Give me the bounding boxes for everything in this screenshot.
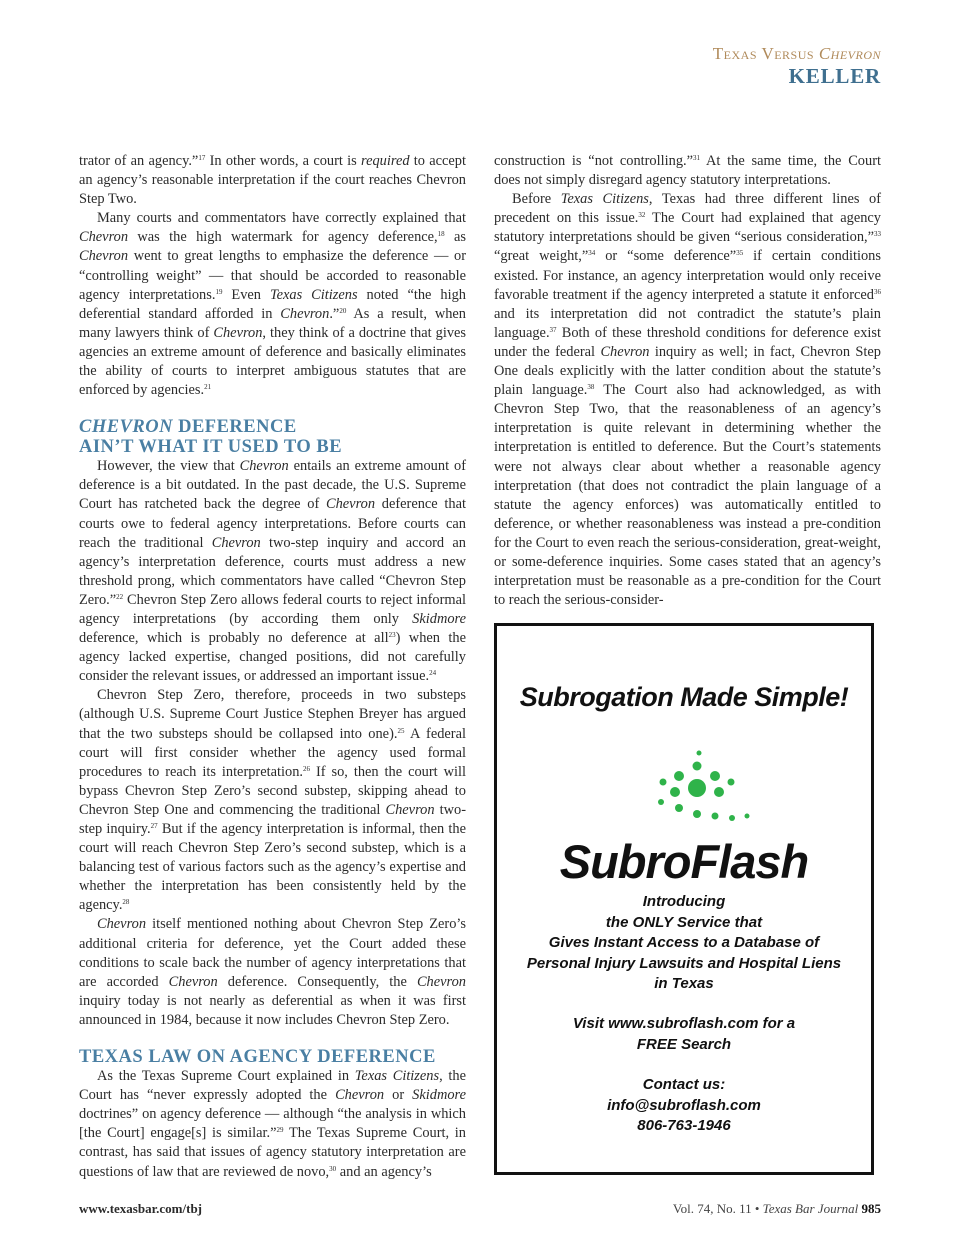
- case-name: Skidmore: [412, 610, 466, 627]
- text-run: or: [384, 1087, 413, 1104]
- header-title-part2: Chevron: [818, 44, 881, 63]
- footnote-ref: 38: [587, 383, 595, 392]
- right-paragraph-2: [494, 190, 881, 610]
- logo-dot: [675, 804, 683, 812]
- footer-url[interactable]: www.texasbar.com/tbj: [79, 1201, 203, 1216]
- text-run: Both of these threshold conditions for deference exist under the federal: [494, 324, 881, 360]
- case-name: Chevron: [79, 248, 129, 265]
- section-heading-chevron-deference: [79, 417, 466, 457]
- footnote-ref: 26: [303, 764, 310, 773]
- text-run: entails an extreme amount of deference is a bit outdated. In the past decade, the U.S. Supreme Court has ratcheted back the degree of: [79, 458, 466, 513]
- case-name: Texas Citizens: [269, 286, 358, 303]
- text-run: two-step inquiry.: [79, 801, 466, 837]
- footnote-ref: 28: [122, 898, 130, 907]
- text-run: However, the view that: [97, 458, 240, 475]
- ad-visit-line: FREE Search: [636, 1035, 732, 1053]
- left-paragraph-2: [79, 209, 466, 400]
- case-name: Chevron: [211, 534, 261, 551]
- ad-line: the ONLY Service that: [605, 913, 763, 931]
- case-name: Chevron: [79, 229, 129, 246]
- text-run: .”: [329, 305, 340, 322]
- running-header-title: [713, 44, 881, 64]
- text-run: deference, which is probably no deference at all: [79, 630, 389, 647]
- text-run: ) when the agency lacked expertise, changed positions, did not carefully consider the relevant issues, or addressed an important issue.: [79, 630, 466, 685]
- text-run: trator of an agency.”: [79, 153, 199, 169]
- ad-description: [497, 892, 871, 995]
- case-name: Texas Citizens: [560, 191, 649, 208]
- text-run: inquiry today is not nearly as deferential as when it was first announced in 1984, because it now includes Chevron Step Zero.: [79, 992, 466, 1028]
- logo-dot: [714, 787, 724, 797]
- logo-dot: [688, 779, 706, 797]
- left-paragraph-5: [79, 915, 466, 1030]
- emphasis: required: [361, 153, 410, 169]
- ad-headline: Subrogation Made Simple!: [519, 682, 849, 712]
- text-run: deference that courts owe to federal agency interpretations. Before courts can reach the traditional: [79, 496, 467, 551]
- footnote-ref: 17: [198, 154, 206, 162]
- logo-dot: [728, 779, 735, 786]
- ad-visit-link[interactable]: Visit www.subroflash.com for a: [572, 1015, 796, 1032]
- footnote-ref: 23: [388, 631, 396, 640]
- logo-dot: [729, 815, 735, 821]
- page-number: 985: [861, 1201, 881, 1216]
- text-run: went to great lengths to emphasize the deference — or “controlling weight” — that should be accorded to reasonable agency interpretations.: [79, 248, 466, 303]
- text-run: Many courts and commentators have correctly explained that: [97, 210, 466, 227]
- ad-visit[interactable]: [497, 1014, 871, 1055]
- left-paragraph-4: [79, 686, 466, 915]
- footer-issue-info: [673, 1201, 881, 1217]
- text-run: doctrines” on agency deference — although “the analysis in which [the Court] engage[s] is similar.”: [79, 1106, 466, 1142]
- case-name: Chevron: [335, 1087, 385, 1104]
- text-run: As a result, when many lawyers think of: [79, 305, 466, 341]
- footnote-ref: 25: [397, 726, 405, 735]
- text-run: itself mentioned nothing about Chevron Step Zero’s additional criteria for deference, yet the Court added these conditions to scale back the number of agency interpretations that are accorded: [79, 916, 466, 990]
- text-run: , Texas had three different lines of precedent on this issue.: [494, 191, 881, 227]
- logo-dot: [710, 771, 720, 781]
- left-paragraph-6: [79, 1067, 466, 1182]
- footnote-ref: 36: [874, 287, 881, 296]
- left-paragraph-1: [79, 152, 466, 209]
- footnote-ref: 33: [874, 230, 881, 239]
- text-run: If so, then the court will bypass Chevron Step Zero’s second substep, skipping ahead to Chevron Step One and commencing the traditional: [79, 763, 466, 818]
- footnote-ref: 24: [429, 669, 437, 678]
- ad-line: Introducing: [642, 893, 726, 910]
- heading-part: AIN’T WHAT IT USED TO BE: [79, 437, 343, 458]
- section-heading-texas-law: TEXAS LAW ON AGENCY DEFERENCE: [79, 1047, 436, 1068]
- ad-contact-label: Contact us:: [642, 1076, 726, 1093]
- ad-brand-name: SubroFlash: [559, 835, 809, 888]
- logo-dot: [658, 799, 664, 805]
- footer-bullet: •: [754, 1201, 760, 1216]
- text-run: and its interpretation did not contradict the statute’s plain language.: [494, 305, 881, 341]
- text-run: two-step inquiry and accord an agency’s interpretation deference, courts must address a new threshold prong, which commentators have called “Chevron Step Zero.”: [79, 534, 466, 608]
- text-run: , the Court has “never expressly adopted the: [79, 1068, 466, 1104]
- footnote-ref: 30: [329, 1164, 337, 1173]
- ad-line: in Texas: [654, 975, 714, 992]
- text-run: deference. Consequently, the: [217, 973, 417, 990]
- footnote-ref: 18: [437, 230, 445, 239]
- text-run: As the Texas Supreme Court explained in: [97, 1068, 355, 1085]
- text-run: as: [444, 229, 466, 246]
- text-run: and an agency’s: [336, 1163, 432, 1180]
- logo-dot: [674, 771, 684, 781]
- footnote-ref: 29: [276, 1126, 284, 1135]
- right-column: [494, 152, 881, 610]
- footnote-ref: 20: [339, 306, 347, 315]
- text-run: The Court also had acknowledged, as with Chevron Step Two, that the reasonableness of an agency’s interpretation is quite relevant in determining whether the interpretation is entitled to deference. But the Court’s statements were not always clear about whether a reasonable agency interpretation (that does not contradict the plain language of a statute the agency enforces) was automatically entitled to deference, or whether reasonableness was instead a pre-condition for the Court to even reach the serious-consideration, great-weight, or some-deference inquiries. Some cases stated that an agency’s interpretation must be reasonable as a pre-condition for the Court to reach the serious-consider-: [494, 382, 881, 609]
- ad-line: Gives Instant Access to a Database of: [548, 934, 820, 951]
- text-run: Chevron Step Zero, therefore, proceeds in two substeps (although U.S. Supreme Court Justice Stephen Breyer has argued that the two substeps should be collapsed into one).: [79, 687, 466, 742]
- ad-contact: [497, 1075, 871, 1137]
- text-run: The Texas Supreme Court, in contrast, has said that issues of agency statutory interpretation are questions of law that are reviewed de novo,: [79, 1125, 467, 1180]
- text-run: “great weight,”: [494, 248, 589, 265]
- case-name: Chevron: [213, 324, 263, 341]
- text-run: inquiry as well; in fact, Chevron Step One deals explicitly with the latter condition about the statute’s plain language.: [494, 343, 881, 399]
- ad-line: Personal Injury Lawsuits and Hospital Liens: [526, 954, 842, 972]
- footnote-ref: 32: [638, 211, 646, 220]
- text-run: if certain conditions existed. For instance, an agency interpretation would only receive favorable treatment if the agency interpreted a statute it enforced: [494, 248, 881, 303]
- text-run: Chevron Step Zero allows federal courts to reject informal agency interpretations (by according them only: [79, 591, 466, 627]
- footer-volume: Vol. 74, No. 11: [672, 1201, 752, 1216]
- case-name: Chevron: [385, 801, 435, 818]
- case-name: Chevron: [600, 343, 650, 360]
- footnote-ref: 27: [150, 822, 158, 830]
- logo-dot: [712, 813, 719, 820]
- footnote-ref: 31: [693, 154, 700, 162]
- logo-dot: [670, 787, 680, 797]
- left-column: [79, 152, 466, 1182]
- text-run: noted “the high deferential standard afforded in: [79, 286, 466, 322]
- text-run: to accept an agency’s reasonable interpretation if the court reaches Chevron Step Two.: [79, 153, 466, 208]
- ad-phone[interactable]: 806-763-1946: [637, 1117, 731, 1134]
- footnote-ref: 22: [116, 592, 124, 601]
- footer-journal: Texas Bar Journal: [762, 1201, 859, 1216]
- footnote-ref: 34: [588, 249, 596, 258]
- logo-dot: [745, 814, 750, 819]
- heading-italic-part: CHEVRON: [79, 417, 173, 438]
- left-paragraph-3: [79, 457, 466, 686]
- text-run: At the same time, the Court does not simply disregard agency statutory interpretations.: [494, 153, 881, 189]
- case-name: Chevron: [416, 973, 466, 990]
- text-run: But if the agency interpretation is informal, then the court will reach Chevron Step Zero’s second substep, which is a balancing test of various factors such as the agency’s expertise and whether the interpretation has been consistently held by the agency.: [79, 821, 466, 914]
- ad-email-link[interactable]: info@subroflash.com: [607, 1096, 761, 1114]
- dot-burst-logo-icon: [637, 748, 757, 838]
- heading-part: DEFERENCE: [172, 417, 297, 438]
- footnote-ref: 37: [549, 325, 557, 334]
- footnote-ref: 19: [215, 287, 223, 296]
- text-run: was the high watermark for agency deference,: [128, 229, 438, 246]
- footnote-ref: 21: [204, 383, 212, 392]
- running-header-author: KELLER: [788, 64, 881, 88]
- text-run: Even: [222, 286, 270, 303]
- text-run: A federal court will first consider whether the agency used formal procedures to reach its interpretation.: [79, 725, 466, 780]
- logo-dot: [697, 751, 702, 756]
- text-run: construction is “not controlling.”: [494, 153, 693, 169]
- text-run: , they think of a doctrine that gives agencies an extreme amount of deference and basically eliminates the ability of courts to interpret ambiguous statutes that are enforced by agencies.: [79, 324, 467, 399]
- case-name: Chevron: [239, 458, 289, 475]
- text-run: Before: [512, 191, 561, 208]
- case-name: Chevron: [326, 496, 376, 513]
- text-run: In other words, a court is: [205, 153, 362, 169]
- right-paragraph-1: [494, 152, 881, 190]
- text-run: or “some deference”: [595, 248, 737, 265]
- footnote-ref: 35: [736, 249, 744, 258]
- case-name: Texas Citizens: [354, 1068, 440, 1085]
- case-name: Chevron: [97, 916, 147, 933]
- logo-dot: [693, 762, 702, 771]
- case-name: Chevron: [280, 305, 330, 322]
- subroflash-advertisement[interactable]: [494, 623, 874, 1175]
- case-name: Skidmore: [412, 1087, 466, 1104]
- logo-dot: [660, 779, 667, 786]
- case-name: Chevron: [168, 973, 218, 990]
- header-title-part1: Texas Versus: [712, 44, 819, 63]
- logo-dot: [693, 810, 701, 818]
- text-run: The Court had explained that agency statutory interpretations should be given “serious consideration,”: [494, 210, 881, 246]
